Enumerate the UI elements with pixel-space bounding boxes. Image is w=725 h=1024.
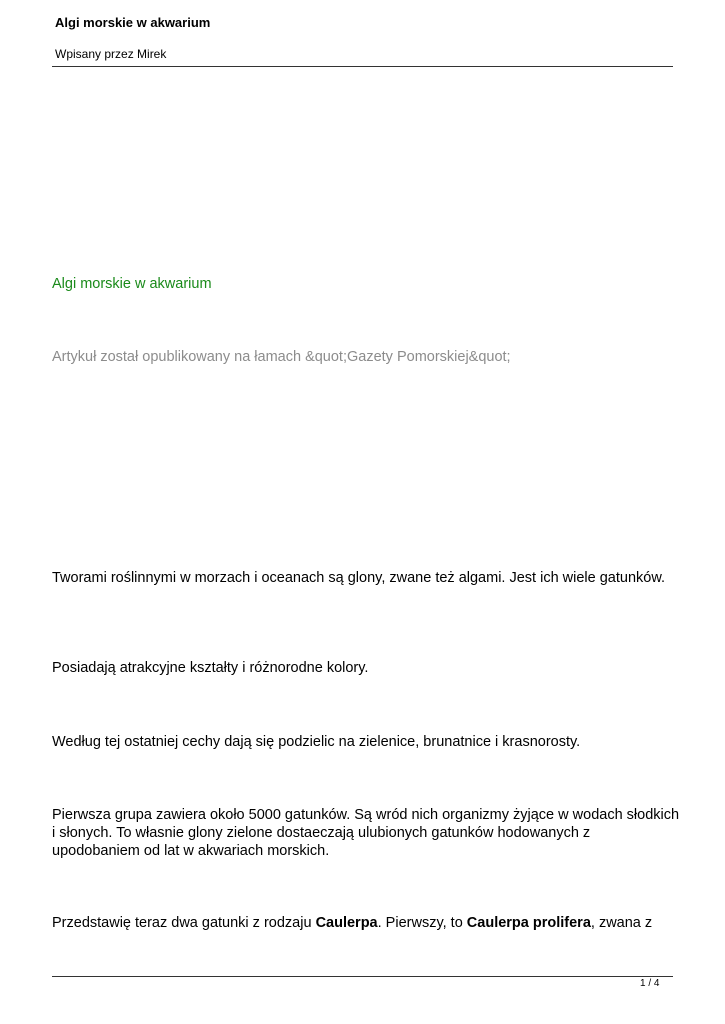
paragraph-5-text-1: Przedstawię teraz dwa gatunki z rodzaju [52, 915, 316, 931]
species-name-bold: Caulerpa prolifera [466, 915, 591, 931]
paragraph-1: Tworami roślinnymi w morzach i oceanach są glony, zwane też algami. Jest ich wiele gatunków. [52, 570, 666, 586]
paragraph-5-text-3: , zwana z [590, 915, 653, 931]
article-title: Algi morskie w akwarium [52, 276, 212, 292]
paragraph-5 [52, 914, 682, 932]
header-divider [52, 66, 673, 67]
article-subtitle: Artykuł został opublikowany na łamach &quot;Gazety Pomorskiej&quot; [52, 349, 511, 365]
document-header-author: Wpisany przez Mirek [55, 47, 167, 61]
genus-name-bold: Caulerpa [315, 915, 378, 931]
document-header-title: Algi morskie w akwarium [55, 15, 211, 30]
paragraph-5-text-2: . Pierwszy, to [377, 915, 467, 931]
paragraph-4: Pierwsza grupa zawiera około 5000 gatunków. Są wród nich organizmy żyjące w wodach słodkich i słonych. To własnie glony zielone dostaeczają ulubionych gatunków hodowanych z upodobaniem od lat w akwariach morskich. [52, 807, 680, 859]
paragraph-2: Posiadają atrakcyjne kształty i różnorodne kolory. [52, 660, 369, 676]
footer-divider [52, 976, 673, 977]
paragraph-3: Według tej ostatniej cechy dają się podzielic na zielenice, brunatnice i krasnorosty. [52, 734, 581, 750]
page-number: 1 / 4 [640, 978, 660, 989]
